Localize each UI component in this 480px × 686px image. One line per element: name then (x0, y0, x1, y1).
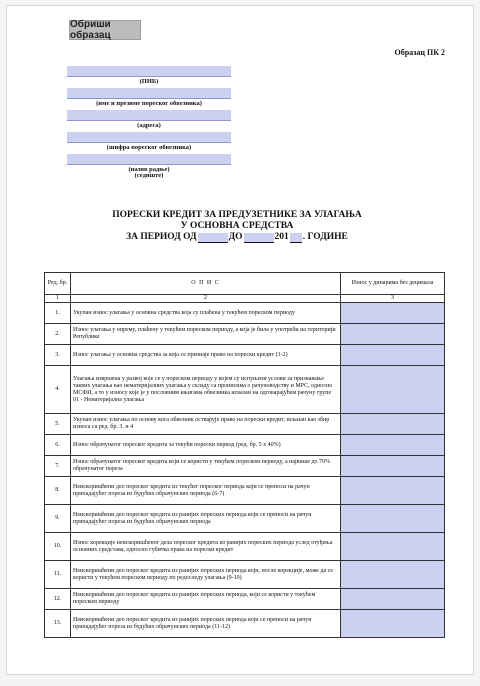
row-number: 13. (45, 610, 71, 638)
row-number: 8. (45, 477, 71, 505)
table-row (45, 324, 445, 345)
period-line (47, 232, 427, 243)
row-number: 9. (45, 505, 71, 533)
amount-input[interactable] (341, 589, 445, 610)
form-code: Образац ПК 2 (394, 48, 445, 57)
period-suffix: . ГОДИНЕ (302, 232, 348, 242)
address-label: (адреса) (137, 122, 161, 129)
shop-name-field[interactable] (67, 154, 231, 165)
row-number: 1. (45, 303, 71, 324)
header-row-no: Ред. бр. (45, 273, 71, 295)
row-description: Износ корекције неискоришћеног дела пореског кредита из ранијих пореских периода услед отуђења основних средстава, односно губитка права на порески кредит (71, 533, 341, 561)
row-number: 2. (45, 324, 71, 345)
header-amount: Износ у динарима без децимала (341, 273, 445, 295)
amount-input[interactable] (341, 477, 445, 505)
table-row (45, 505, 445, 533)
table-row (45, 561, 445, 589)
row-description: Неискоришћени део пореског кредита из ранијих пореских периода који се преноси на рачун припадајућег пореза из будућих обрачунских периода (71, 505, 341, 533)
row-description: Износ улагања у опрему, плаћену у текућем пореском периоду, а која је била у употреби на територији Републике (71, 324, 341, 345)
col-number-3: 3 (341, 295, 445, 303)
table-row (45, 610, 445, 638)
col-number-2: 2 (71, 295, 341, 303)
form-title-line2: У ОСНОВНА СРЕДСТВА (180, 221, 294, 231)
table-row (45, 456, 445, 477)
row-description: Износ обрачунатог пореског кредита који се користи у текућем пореском периоду, а највише до 70% обрачунатог пореза (71, 456, 341, 477)
table-row (45, 414, 445, 435)
period-to-input[interactable] (244, 233, 274, 243)
row-number: 12. (45, 589, 71, 610)
table-header-row (45, 273, 445, 295)
amount-input[interactable] (341, 435, 445, 456)
amount-input[interactable] (341, 414, 445, 435)
period-from-input[interactable] (198, 233, 228, 243)
row-number: 3. (45, 345, 71, 366)
table-row (45, 435, 445, 456)
tin-field[interactable] (67, 66, 231, 77)
table-row (45, 589, 445, 610)
table-row (45, 533, 445, 561)
amount-input[interactable] (341, 456, 445, 477)
row-number: 4. (45, 366, 71, 414)
period-year: 201 (274, 232, 289, 242)
period-mid: ДО (228, 232, 243, 242)
row-description: Неискоришћени део пореског кредита из текућег пореског периода који се преноси на рачун припадајућег пореза из будућих обрачунских периода (6-7) (71, 477, 341, 505)
taxpayer-code-label: (шифра пореског обвезника) (106, 144, 192, 151)
amount-input[interactable] (341, 561, 445, 589)
row-number: 5. (45, 414, 71, 435)
row-description: Износ обрачунатог пореског кредита за текући порески период (ред. бр. 5 x 40%) (71, 435, 341, 456)
row-number: 7. (45, 456, 71, 477)
table-row (45, 303, 445, 324)
tax-credit-table (44, 272, 445, 638)
row-number: 10. (45, 533, 71, 561)
taxpayer-name-label: (име и презиме пореског обвезника) (96, 100, 202, 107)
table-row (45, 477, 445, 505)
seat-label: (седиште) (134, 172, 164, 179)
row-description: Неискоришћени део пореског кредита из ранијих пореских периода који се преноси на рачун припадајућег пореза из будућих обрачунских периода (11-12) (71, 610, 341, 638)
tin-label: (ПИБ) (139, 78, 159, 85)
amount-input[interactable] (341, 505, 445, 533)
amount-input[interactable] (341, 324, 445, 345)
address-field[interactable] (67, 110, 231, 121)
row-description: Укупан износ улагања по основу кога обвезник остварује право на порески кредит, исказан као збир износа са ред. бр. 3. и 4 (71, 414, 341, 435)
form-page (6, 5, 474, 675)
row-description: Неискоришћени део пореског кредита из ранијих пореских периода који, после корекције, може да се користи у текућем пореском периоду по редоследу улагања (9-10) (71, 561, 341, 589)
column-number-row (45, 295, 445, 303)
row-description: Улагања извршена у развој које се у пореском периоду у којем су испуњени услови за признавање таквих улагања као нематеријалних улагања у складу са прописима о рачуноводству и МРС, односно МСФИ, а то у износу које је у пословним књигама обвезника исказан на одговарајућем рачуну групе 01 - Нематеријална улагања (71, 366, 341, 414)
period-prefix: ЗА ПЕРИОД ОД (126, 232, 197, 242)
amount-input[interactable] (341, 533, 445, 561)
shop-name-label: (назив радње) (128, 166, 170, 173)
clear-form-button[interactable]: Обриши образац (69, 20, 141, 40)
taxpayer-name-field[interactable] (67, 88, 231, 99)
table-row (45, 345, 445, 366)
taxpayer-code-field[interactable] (67, 132, 231, 143)
row-number: 6. (45, 435, 71, 456)
row-description: Износ улагања у основна средства за која се признаје право на порески кредит (1-2) (71, 345, 341, 366)
header-description: О П И С (71, 273, 341, 295)
row-number: 11. (45, 561, 71, 589)
amount-input[interactable] (341, 610, 445, 638)
table-row (45, 366, 445, 414)
row-description: Неискоришћени део пореског кредита из ранијих пореских периода, који се користи у текућем пореском периоду (71, 589, 341, 610)
form-title-line1: ПОРЕСКИ КРЕДИТ ЗА ПРЕДУЗЕТНИКЕ ЗА УЛАГАЊА (112, 210, 362, 220)
row-description: Укупан износ улагања у основна средства која су плаћена у текућем пореском периоду (71, 303, 341, 324)
amount-input[interactable] (341, 303, 445, 324)
amount-input[interactable] (341, 345, 445, 366)
col-number-1: 1 (45, 295, 71, 303)
period-year-input[interactable] (290, 233, 302, 243)
amount-input[interactable] (341, 366, 445, 414)
